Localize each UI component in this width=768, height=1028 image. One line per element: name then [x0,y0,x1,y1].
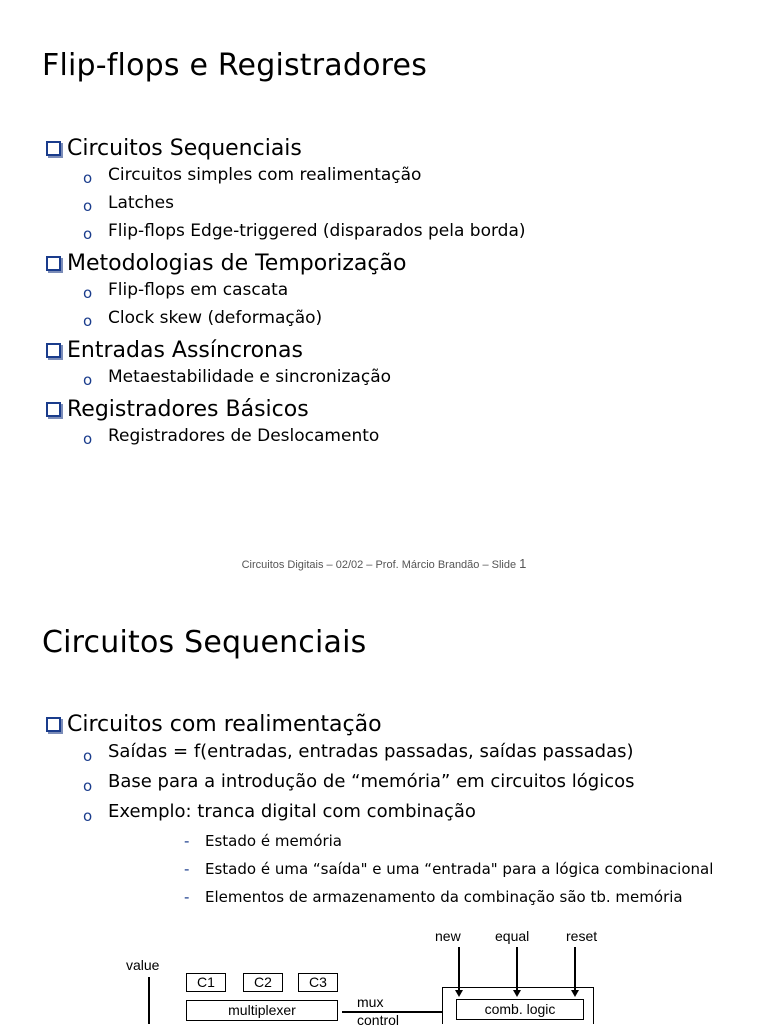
section-metodologias: Metodologias de Temporização o Flip-flops em cascata o Clock skew (deformação) [46,251,526,332]
reset-wire [574,947,576,991]
mux-label: mux [357,994,384,1010]
slide-1-title: Flip-flops e Registradores [42,48,428,83]
reset-arrow-icon [571,990,579,997]
new-arrow-icon [455,990,463,997]
dash-bullet-icon: - [184,860,190,878]
equal-arrow-icon [513,990,521,997]
circle-bullet-icon: o [83,430,93,448]
list-item: o Flip-flops em cascata [46,276,526,304]
list-item: o Latches [46,189,526,217]
circle-bullet-icon: o [83,169,93,187]
checkbox-bullet-icon [46,402,61,417]
equal-wire [516,947,518,991]
sub-list-item: - Elementos de armazenamento da combinação são tb. memória [108,883,713,911]
slide-footer: Circuitos Digitais – 02/02 – Prof. Márcio Brandão – Slide 1 [241,556,527,571]
section-registradores-basicos: Registradores Básicos o Registradores de Deslocamento [46,397,526,450]
slide-1-bullets [46,136,526,450]
circle-bullet-icon: o [83,807,93,825]
circle-bullet-icon: o [83,284,93,302]
new-wire [458,947,460,991]
sub-list-item: - Estado é memória [108,827,713,855]
mux-control-wire [342,1011,442,1013]
list-item: o Flip-flops Edge-triggered (disparados pela borda) [46,217,526,245]
register-c2: C2 [243,973,283,992]
slide-2 [0,585,768,1028]
checkbox-bullet-icon [46,256,61,271]
list-item: o Registradores de Deslocamento [46,422,526,450]
list-item: o Exemplo: tranca digital com combinação - Estado é memória - Estado é uma “saída" e uma “entrada" para a lógica combinacional - Elementos de armazenamento da combinação são tb. memória [46,797,713,911]
new-label: new [435,928,461,944]
list-item: o Metaestabilidade e sincronização [46,363,526,391]
circle-bullet-icon: o [83,777,93,795]
circle-bullet-icon: o [83,371,93,389]
list-item: o Base para a introdução de “memória” em circuitos lógicos [46,767,713,797]
slide-2-title: Circuitos Sequenciais [42,625,367,660]
checkbox-bullet-icon [46,141,61,156]
reset-label: reset [566,928,598,944]
control-label: control [357,1012,400,1028]
equal-label: equal [495,928,530,944]
list-item: o Clock skew (deformação) [46,304,526,332]
value-wire [148,977,150,1024]
checkbox-bullet-icon [46,717,61,732]
circle-bullet-icon: o [83,197,93,215]
circle-bullet-icon: o [83,225,93,243]
section-circuitos-sequenciais: Circuitos Sequenciais o Circuitos simples com realimentação o Latches o Flip-flops Edge-triggered (disparados pela borda) [46,136,526,245]
checkbox-bullet-icon [46,343,61,358]
slide-2-bullets [46,712,713,911]
circle-bullet-icon: o [83,312,93,330]
multiplexer-box: multiplexer [186,1000,338,1021]
dash-bullet-icon: - [184,832,190,850]
slide-number: 1 [519,556,527,571]
list-item: o Saídas = f(entradas, entradas passadas, saídas passadas) [46,737,713,767]
register-c3: C3 [298,973,338,992]
dash-bullet-icon: - [184,888,190,906]
value-label: value [126,957,160,973]
list-item: o Circuitos simples com realimentação [46,161,526,189]
sub-list-item: - Estado é uma “saída" e uma “entrada" para a lógica combinacional [108,855,713,883]
section-circuitos-realimentacao: Circuitos com realimentação o Saídas = f(entradas, entradas passadas, saídas passadas) o Base para a introdução de “memória” em circuitos lógicos o Exemplo: tranca digital com combinação - Estado é memória - Estado é uma “saída" e uma “entrada" para a lógica combinacional - Elementos de armazenamento da combinação são tb. memória [46,712,713,911]
section-entradas-assincronas: Entradas Assíncronas o Metaestabilidade e sincronização [46,338,526,391]
register-c1: C1 [186,973,226,992]
combination-lock-diagram [0,925,768,1028]
circle-bullet-icon: o [83,747,93,765]
comb-logic-box: comb. logic [456,999,584,1020]
